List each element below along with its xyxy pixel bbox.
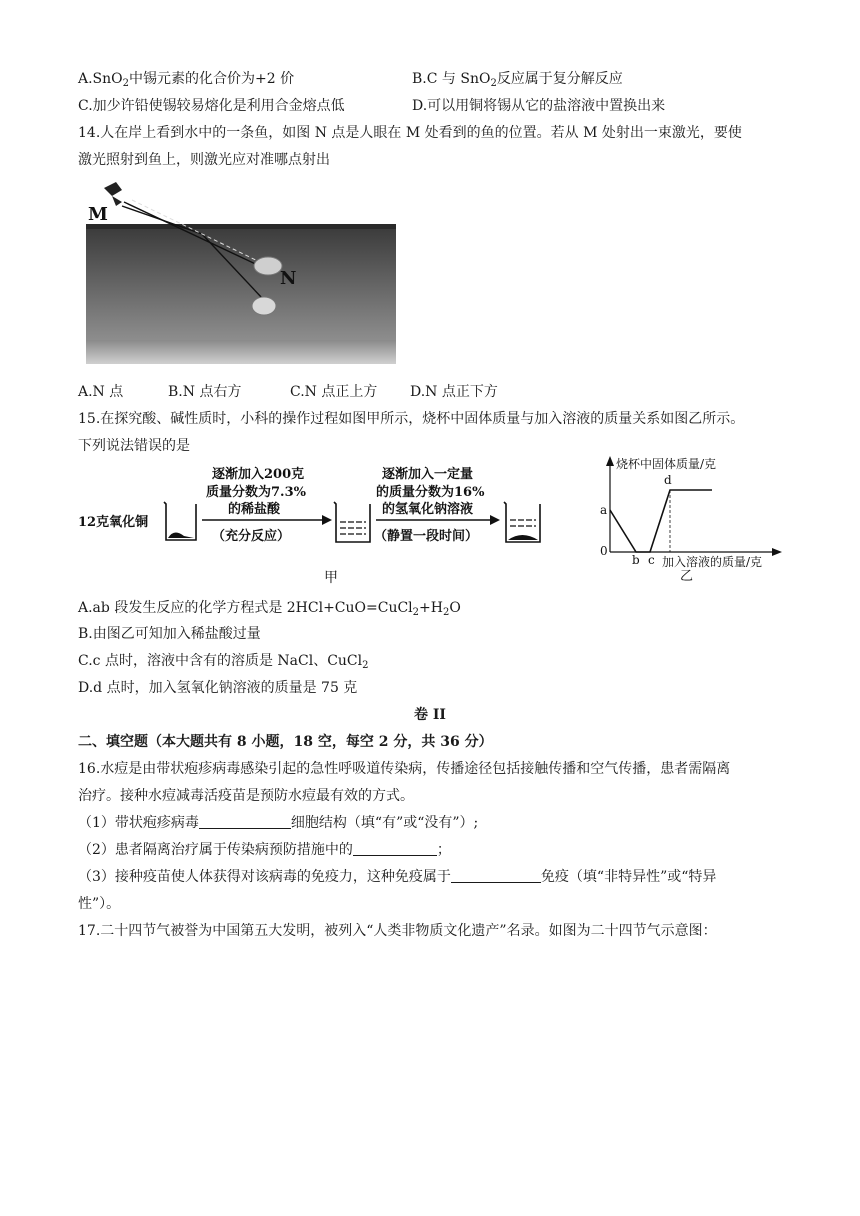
origin-label: 0: [600, 544, 608, 558]
water-area: [86, 226, 396, 358]
q15-option-c-sub: 2: [362, 660, 369, 671]
river-bed: [86, 340, 396, 364]
q16-part1: [78, 813, 478, 833]
point-a: a: [600, 503, 608, 517]
q14-stem-line2: 激光照射到鱼上，则激光应对准哪点射出: [78, 152, 330, 168]
q16-part3-pre: （3）接种疫苗使人体获得对该病毒的免疫力，这种免疫属于: [78, 869, 451, 885]
q15-option-a-sub1: 2: [412, 607, 420, 618]
point-c: c: [648, 553, 655, 567]
q14-option-a: A.N 点: [78, 384, 124, 400]
beaker-2: [334, 502, 370, 542]
x-axis-label: 加入溶液的质量/克: [662, 555, 763, 569]
caption-yi: 乙: [680, 569, 694, 582]
q16-stem-line1: 16.水痘是由带状疱疹病毒感染引起的急性呼吸道传染病，传播途径包括接触传播和空气传播，患者需隔离: [78, 761, 731, 777]
q15-option-a-text: A.ab 段发生反应的化学方程式是 2HCl+CuO=CuCl: [78, 600, 413, 616]
eye-icon: [104, 182, 122, 206]
answer-blank-1[interactable]: [199, 814, 291, 829]
point-d: d: [664, 473, 672, 487]
step2-line1: 逐渐加入一定量: [382, 467, 474, 482]
caption-jia: 甲: [324, 570, 338, 586]
q15-option-a-mid: +H: [419, 600, 443, 616]
q16-part3: [78, 867, 716, 887]
q13-option-b-sub: 2: [490, 78, 497, 89]
section-heading: 二、填空题（本大题共有 8 小题，18 空，每空 2 分，共 36 分）: [78, 734, 493, 750]
q15-figure-yi-graph: [592, 452, 792, 582]
q14-stem-line1: 14.人在岸上看到水中的一条鱼，如图 N 点是人眼在 M 处看到的鱼的位置。若从 M 处射出一束激光，要使: [78, 125, 742, 141]
answer-blank-3[interactable]: [451, 868, 541, 883]
arrow-1-head: [322, 515, 332, 525]
step1-line2: 质量分数为7.3%: [206, 485, 306, 500]
q15-option-b: B.由图乙可知加入稀盐酸过量: [78, 626, 261, 642]
q16-part1-pre: （1）带状疱疹病毒: [78, 815, 199, 831]
q15-stem-line2: 下列说法错误的是: [78, 438, 190, 454]
step2-line2: 的质量分数为16%: [376, 485, 485, 500]
label-n: N: [280, 268, 297, 289]
x-axis-arrow: [772, 548, 782, 556]
q15-option-c-text: C.c 点时，溶液中含有的溶质是 NaCl、CuCl: [78, 653, 363, 669]
q16-part3-post: 免疫（填“非特异性”或“特异: [540, 869, 717, 885]
q13-option-b-text-post: 反应属于复分解反应: [496, 71, 623, 87]
beaker-1: [164, 502, 196, 540]
q14-option-c: C.N 点正上方: [290, 384, 378, 400]
q15-option-c: [78, 651, 368, 671]
q16-part1-post: 细胞结构（填“有”或“没有”）;: [290, 815, 479, 831]
q13-option-a-text-post: 中锡元素的化合价为+2 价: [129, 71, 295, 87]
water-surface: [86, 224, 396, 229]
beaker-3: [504, 502, 540, 542]
q13-option-c: C.加少许铅使锡较易熔化是利用合金熔点低: [78, 98, 345, 114]
y-axis-label: 烧杯中固体质量/克: [616, 457, 717, 471]
q15-figure-jia: [78, 458, 578, 588]
answer-blank-2[interactable]: [353, 841, 437, 856]
step1-line1: 逐渐加入200克: [212, 467, 305, 482]
q15-option-a: [78, 598, 461, 618]
fish-actual: [252, 297, 276, 315]
step2-line3: 的氢氧化钠溶液: [382, 502, 474, 517]
volume-title: 卷 II: [414, 707, 446, 723]
y-axis-arrow: [606, 456, 614, 466]
point-b: b: [632, 553, 640, 567]
q13-option-b-text: B.C 与 SnO: [412, 71, 491, 87]
q16-part3-line2: 性”）。: [78, 896, 121, 912]
q17-stem: 17.二十四节气被誉为中国第五大发明，被列入“人类非物质文化遗产”名录。如图为二十四节气示意图：: [78, 923, 717, 939]
q15-option-a-post: O: [449, 600, 461, 616]
q13-option-b: [412, 69, 623, 89]
q16-stem-line2: 治疗。接种水痘减毒活疫苗是预防水痘最有效的方式。: [78, 788, 414, 804]
mass-curve: [610, 490, 712, 552]
start-label: 12克氧化铜: [78, 515, 149, 530]
q16-part2: [78, 840, 451, 860]
q16-part2-pre: （2）患者隔离治疗属于传染病预防措施中的: [78, 842, 353, 858]
q15-option-a-sub2: 2: [443, 607, 450, 618]
q16-part2-post: ；: [436, 842, 451, 858]
q14-fish-refraction-figure: [82, 180, 402, 370]
label-m: M: [88, 204, 108, 225]
step1-note: （充分反应）: [212, 529, 291, 544]
q15-option-d: D.d 点时，加入氢氧化钠溶液的质量是 75 克: [78, 680, 358, 696]
q13-option-d: D.可以用铜将锡从它的盐溶液中置换出来: [412, 98, 666, 114]
q13-option-a-text: A.SnO: [78, 71, 123, 87]
step1-line3: 的稀盐酸: [228, 502, 281, 517]
step2-note: （静置一段时间）: [374, 529, 479, 544]
q15-stem-line1: 15.在探究酸、碱性质时，小科的操作过程如图甲所示，烧杯中固体质量与加入溶液的质量关系如图乙所示。: [78, 411, 745, 427]
arrow-2-head: [490, 515, 500, 525]
q13-option-a-sub: 2: [122, 78, 130, 89]
q13-option-a: [78, 69, 294, 89]
q14-option-b: B.N 点右方: [168, 384, 242, 400]
fish-image-n: [254, 257, 282, 275]
q14-option-d: D.N 点正下方: [410, 384, 498, 400]
